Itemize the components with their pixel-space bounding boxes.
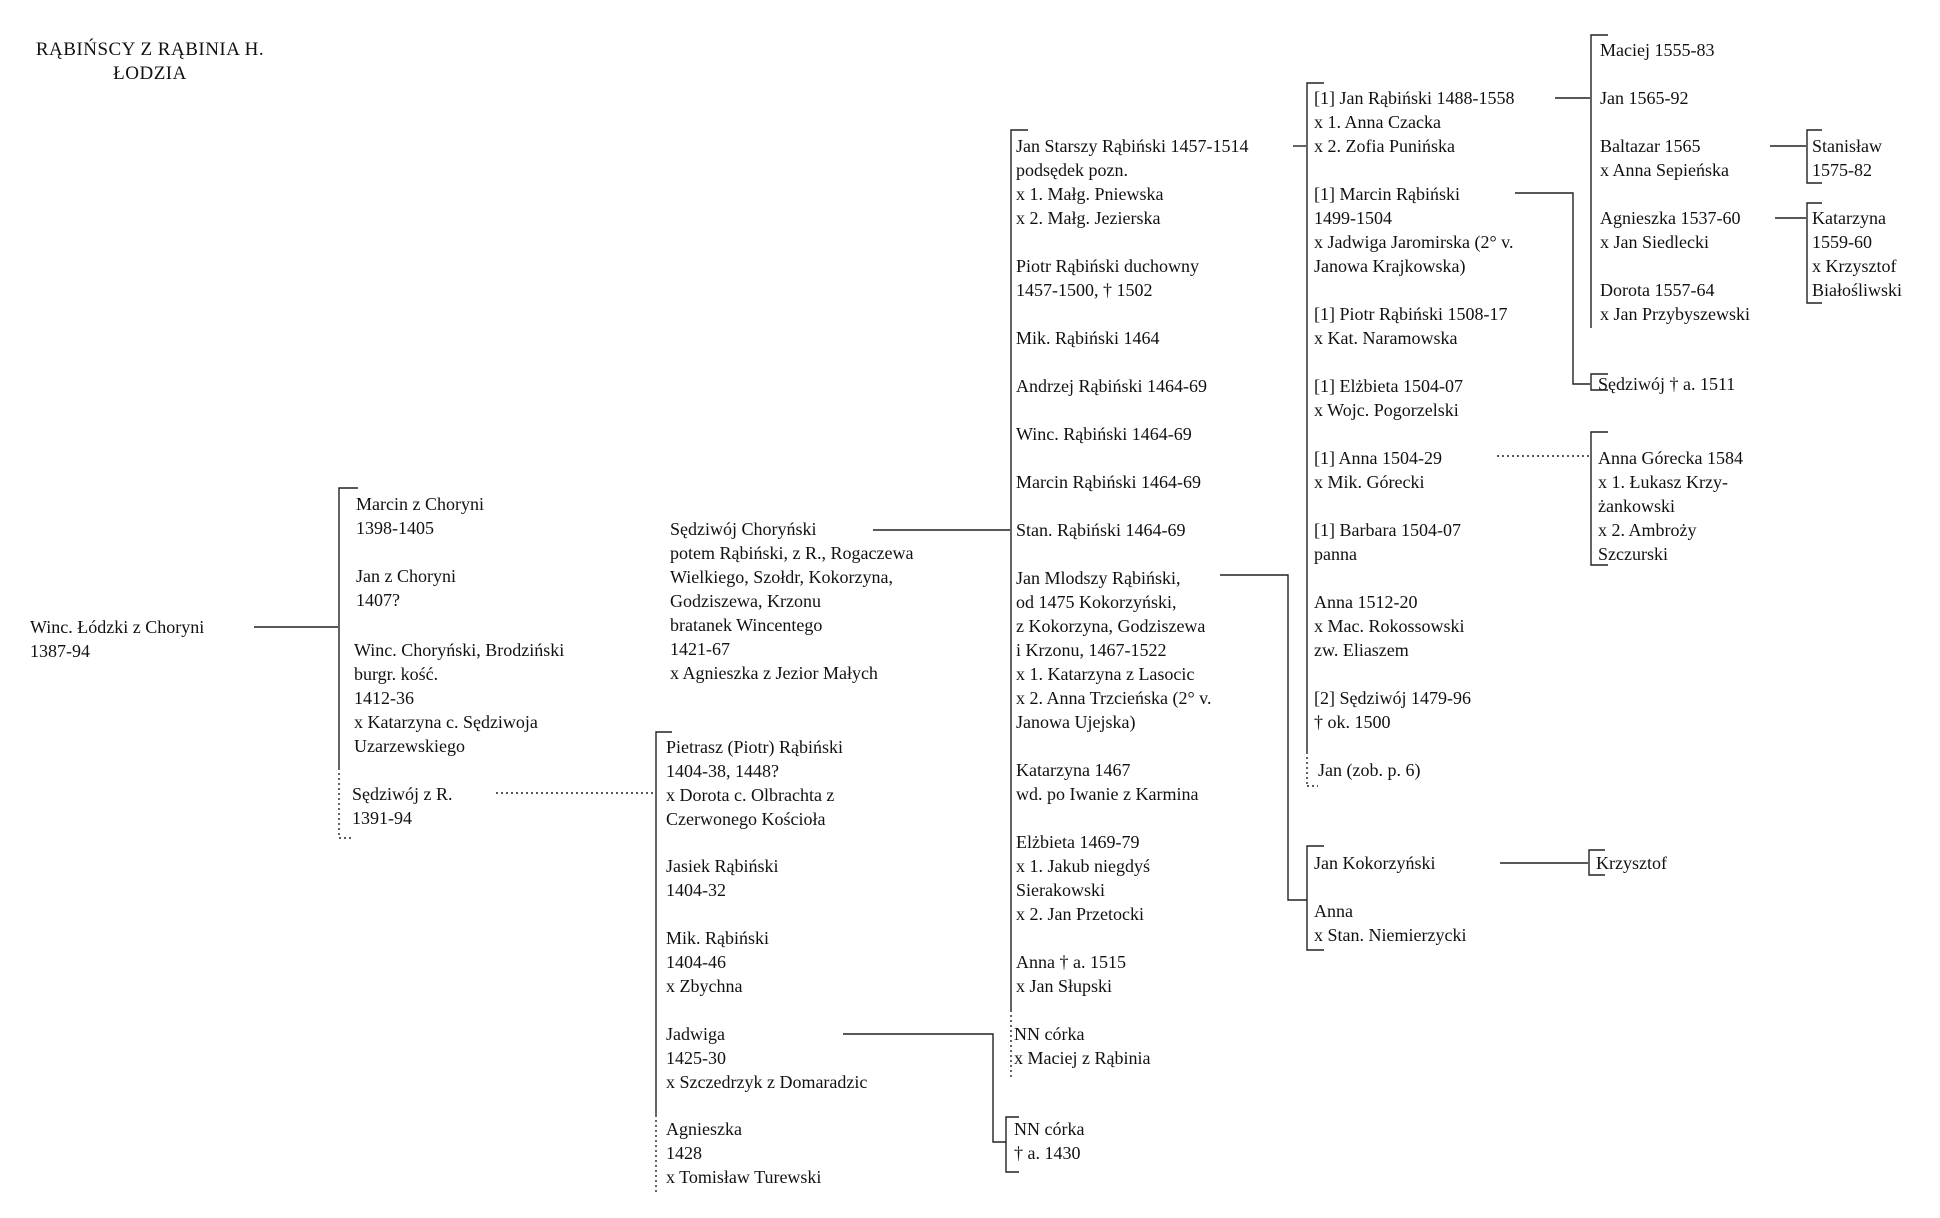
person-line: Jan (zob. p. 6)	[1318, 760, 1421, 780]
person-winc-lodzki	[30, 615, 204, 663]
person-jasiek	[666, 854, 779, 902]
person-jan-z-choryni	[356, 564, 456, 612]
person-line: [1] Anna 1504-29	[1314, 448, 1442, 468]
person-line: Stanisław	[1812, 136, 1882, 156]
person-line: Winc. Łódzki z Choryni	[30, 617, 205, 637]
person-line: x 1. Małg. Pniewska	[1016, 184, 1164, 204]
person-line: x Jan Przybyszewski	[1600, 304, 1750, 324]
person-line: Czerwonego Kościoła	[666, 809, 826, 829]
person-line: i Krzonu, 1467-1522	[1016, 640, 1167, 660]
person-line: 1404-32	[666, 880, 726, 900]
person-line: Mik. Rąbiński 1464	[1016, 328, 1160, 348]
person-winc-chorynski	[354, 638, 564, 758]
person-line: 1559-60	[1812, 232, 1872, 252]
person-line: Sędziwój † a. 1511	[1598, 374, 1736, 394]
person-winc-1464	[1016, 422, 1192, 446]
person-line: Anna Górecka 1584	[1598, 448, 1743, 468]
person-line: x Maciej z Rąbinia	[1014, 1048, 1151, 1068]
person-line: Jasiek Rąbiński	[666, 856, 779, 876]
person-line: Jadwiga	[666, 1024, 725, 1044]
person-sedziwoj-1511	[1598, 372, 1735, 396]
person-line: Katarzyna 1467	[1016, 760, 1131, 780]
person-line: † a. 1430	[1014, 1143, 1081, 1163]
person-marcin-z-choryni	[356, 492, 484, 540]
person-line: 1398-1405	[356, 518, 434, 538]
person-line: Sierakowski	[1016, 880, 1105, 900]
person-line: Piotr Rąbiński duchowny	[1016, 256, 1199, 276]
person-line: NN córka	[1014, 1024, 1085, 1044]
person-baltazar	[1600, 134, 1729, 182]
person-nn-corka-1	[1014, 1022, 1150, 1070]
person-line: Szczurski	[1598, 544, 1668, 564]
person-dorota-1557	[1600, 278, 1750, 326]
person-sedziwoj-1479	[1314, 686, 1471, 734]
person-anna-1512	[1314, 590, 1465, 662]
person-line: wd. po Iwanie z Karmina	[1016, 784, 1199, 804]
person-mik-1464	[1016, 326, 1160, 350]
person-line: burgr. kość.	[354, 664, 439, 684]
person-jan-zob	[1318, 758, 1420, 782]
person-line: Dorota 1557-64	[1600, 280, 1715, 300]
person-stan-1464	[1016, 518, 1186, 542]
person-line: Maciej 1555-83	[1600, 40, 1715, 60]
person-jan-mlodszy	[1016, 566, 1212, 734]
person-line: Baltazar 1565	[1600, 136, 1701, 156]
person-line: x Agnieszka z Jezior Małych	[670, 663, 878, 683]
person-line: 1457-1500, † 1502	[1016, 280, 1153, 300]
person-line: [1] Piotr Rąbiński 1508-17	[1314, 304, 1508, 324]
person-line: x Jadwiga Jaromirska (2° v.	[1314, 232, 1514, 252]
person-line: x Kat. Naramowska	[1314, 328, 1458, 348]
person-nn-corka-2	[1014, 1117, 1084, 1165]
person-line: x 1. Katarzyna z Lasocic	[1016, 664, 1195, 684]
person-line: panna	[1314, 544, 1357, 564]
person-line: Godziszewa, Krzonu	[670, 591, 821, 611]
person-line: Jan z Choryni	[356, 566, 456, 586]
person-line: Katarzyna	[1812, 208, 1886, 228]
person-line: x 2. Anna Trzcieńska (2° v.	[1016, 688, 1212, 708]
person-piotr-1508	[1314, 302, 1508, 350]
person-line: 1407?	[356, 590, 400, 610]
person-line: 1391-94	[352, 808, 412, 828]
person-katarzyna-1559	[1812, 206, 1902, 302]
chart-title	[20, 38, 280, 86]
person-line: Pietrasz (Piotr) Rąbiński	[666, 737, 843, 757]
person-line: Sędziwój Choryński	[670, 519, 817, 539]
person-line: Wielkiego, Szołdr, Kokorzyna,	[670, 567, 893, 587]
person-line: 1499-1504	[1314, 208, 1392, 228]
person-line: x 2. Jan Przetocki	[1016, 904, 1144, 924]
title-line: H. ŁODZIA	[113, 39, 265, 84]
person-line: Winc. Rąbiński 1464-69	[1016, 424, 1192, 444]
person-barbara	[1314, 518, 1461, 566]
person-piotr-duchowny	[1016, 254, 1199, 302]
person-katarzyna-1467	[1016, 758, 1198, 806]
person-jan-1488	[1314, 86, 1514, 158]
person-line: Mik. Rąbiński	[666, 928, 770, 948]
person-line: Marcin Rąbiński 1464-69	[1016, 472, 1201, 492]
person-line: Jan Kokorzyński	[1314, 853, 1436, 873]
person-line: x 1. Anna Czacka	[1314, 112, 1441, 132]
person-anna-gorecka	[1598, 446, 1743, 566]
connector	[1220, 575, 1307, 900]
person-pietrasz	[666, 735, 843, 831]
person-line: Białośliwski	[1812, 280, 1903, 300]
person-line: żankowski	[1598, 496, 1675, 516]
person-line: x 1. Jakub niegdyś	[1016, 856, 1150, 876]
person-line: 1575-82	[1812, 160, 1872, 180]
person-line: Krzysztof	[1596, 853, 1667, 873]
person-line: [1] Jan Rąbiński 1488-1558	[1314, 88, 1515, 108]
person-jadwiga	[666, 1022, 867, 1094]
person-line: 1421-67	[670, 639, 730, 659]
person-line: x Krzysztof	[1812, 256, 1897, 276]
person-line: Winc. Choryński, Brodziński	[354, 640, 565, 660]
person-line: x Tomisław Turewski	[666, 1167, 822, 1187]
person-line: x Anna Sepieńska	[1600, 160, 1729, 180]
person-line: x 2. Ambroży	[1598, 520, 1697, 540]
person-marcin-1499	[1314, 182, 1514, 278]
person-stanislaw	[1812, 134, 1882, 182]
person-line: Jan 1565-92	[1600, 88, 1689, 108]
person-line: Sędziwój z R.	[352, 784, 453, 804]
person-andrzej	[1016, 374, 1207, 398]
person-line: x Wojc. Pogorzelski	[1314, 400, 1459, 420]
person-anna-1515	[1016, 950, 1126, 998]
person-line: 1425-30	[666, 1048, 726, 1068]
person-jan-kokorzynski	[1314, 851, 1435, 875]
person-agnieszka-1537	[1600, 206, 1740, 254]
person-line: potem Rąbiński, z R., Rogaczewa	[670, 543, 914, 563]
person-line: Marcin z Choryni	[356, 494, 484, 514]
person-line: x 1. Łukasz Krzy-	[1598, 472, 1728, 492]
person-line: z Kokorzyna, Godziszewa	[1016, 616, 1206, 636]
person-line: x 2. Małg. Jezierska	[1016, 208, 1161, 228]
person-elzbieta-1504	[1314, 374, 1463, 422]
person-line: x Szczedrzyk z Domaradzic	[666, 1072, 868, 1092]
person-line: 1387-94	[30, 641, 90, 661]
person-line: x Dorota c. Olbrachta z	[666, 785, 835, 805]
person-line: Anna † a. 1515	[1016, 952, 1126, 972]
person-line: 1428	[666, 1143, 702, 1163]
person-jan-starszy	[1016, 134, 1248, 230]
person-line: zw. Eliaszem	[1314, 640, 1409, 660]
person-line: x Zbychna	[666, 976, 743, 996]
person-line: Uzarzewskiego	[354, 736, 465, 756]
person-anna-niemierzycki	[1314, 899, 1466, 947]
person-line: x 2. Zofia Punińska	[1314, 136, 1455, 156]
person-line: x Katarzyna c. Sędziwoja	[354, 712, 538, 732]
person-line: Janowa Ujejska)	[1016, 712, 1136, 732]
person-line: x Mik. Górecki	[1314, 472, 1425, 492]
person-anna-1504	[1314, 446, 1442, 494]
person-agnieszka-1428	[666, 1117, 821, 1189]
person-line: x Jan Siedlecki	[1600, 232, 1709, 252]
person-mik-1404	[666, 926, 769, 998]
person-line: [2] Sędziwój 1479-96	[1314, 688, 1471, 708]
person-line: NN córka	[1014, 1119, 1085, 1139]
person-line: Agnieszka 1537-60	[1600, 208, 1741, 228]
person-line: podsędek pozn.	[1016, 160, 1128, 180]
person-line: Janowa Krajkowska)	[1314, 256, 1466, 276]
person-maciej	[1600, 38, 1714, 62]
person-line: [1] Elżbieta 1504-07	[1314, 376, 1463, 396]
person-line: Agnieszka	[666, 1119, 742, 1139]
person-jan-1565	[1600, 86, 1689, 110]
person-line: † ok. 1500	[1314, 712, 1391, 732]
person-line: Andrzej Rąbiński 1464-69	[1016, 376, 1207, 396]
person-line: Anna 1512-20	[1314, 592, 1418, 612]
person-line: x Stan. Niemierzycki	[1314, 925, 1467, 945]
person-line: 1404-46	[666, 952, 726, 972]
person-line: Jan Starszy Rąbiński 1457-1514	[1016, 136, 1249, 156]
connector	[1515, 193, 1590, 384]
person-line: Jan Mlodszy Rąbiński,	[1016, 568, 1181, 588]
person-krzysztof	[1596, 851, 1667, 875]
person-line: od 1475 Kokorzyński,	[1016, 592, 1177, 612]
person-marcin-1464	[1016, 470, 1201, 494]
title-line: RĄBIŃSCY Z RĄBINIA	[35, 39, 240, 60]
person-sedziwoj-chorynski	[670, 517, 913, 685]
person-line: x Mac. Rokossowski	[1314, 616, 1465, 636]
person-line: [1] Marcin Rąbiński	[1314, 184, 1460, 204]
person-line: Elżbieta 1469-79	[1016, 832, 1140, 852]
person-line: Anna	[1314, 901, 1353, 921]
person-line: [1] Barbara 1504-07	[1314, 520, 1461, 540]
person-line: bratanek Wincentego	[670, 615, 823, 635]
person-sedziwoj-z-r	[352, 782, 453, 830]
connector	[843, 1034, 1006, 1142]
person-line: 1404-38, 1448?	[666, 761, 779, 781]
person-elzbieta-1469	[1016, 830, 1150, 926]
person-line: Stan. Rąbiński 1464-69	[1016, 520, 1186, 540]
person-line: 1412-36	[354, 688, 414, 708]
person-line: x Jan Słupski	[1016, 976, 1113, 996]
